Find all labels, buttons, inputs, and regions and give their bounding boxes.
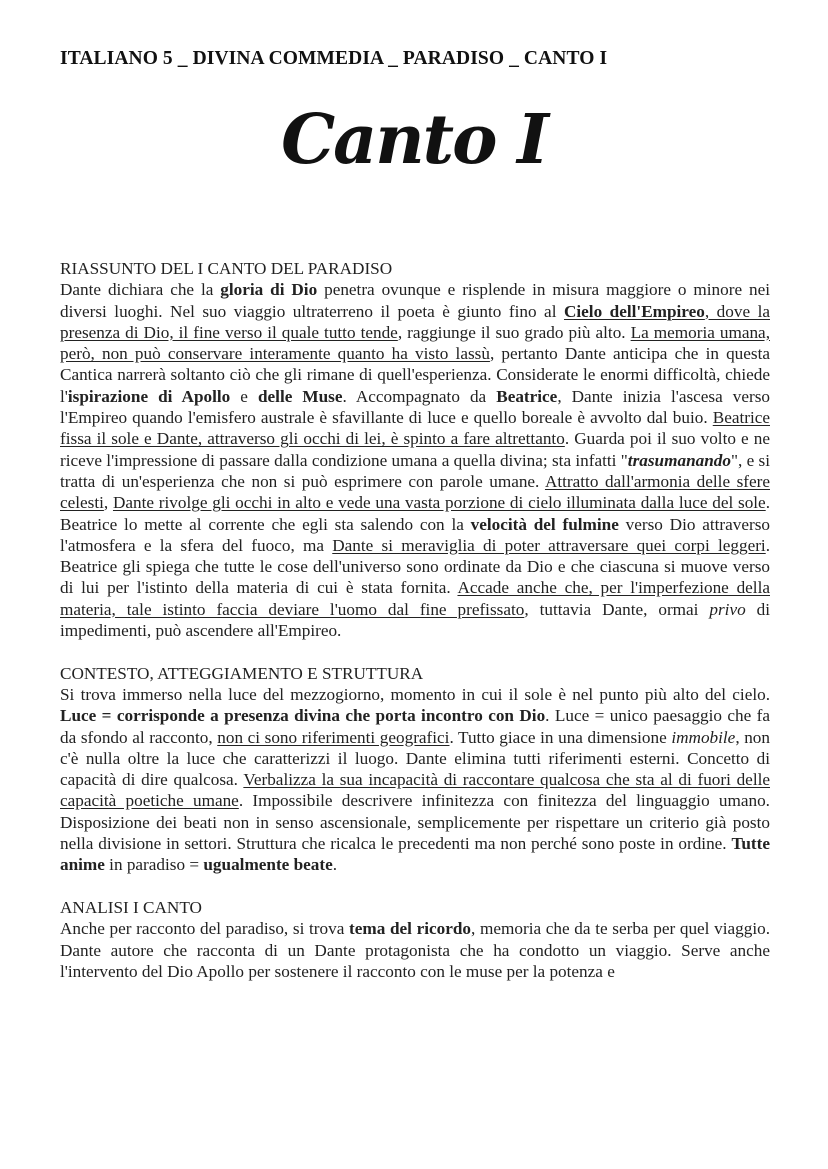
section-heading: RIASSUNTO DEL I CANTO DEL PARADISO: [60, 259, 393, 278]
text-run: , pertanto Dante anticipa che in questa Cantica narrerà soltanto ciò che gli rimane di quell'esperienza. Considerate le enormi difficoltà, chiede l': [60, 344, 770, 406]
document-header: ITALIANO 5 _ DIVINA COMMEDIA _ PARADISO _ CANTO I: [60, 48, 608, 69]
section-heading: ANALISI I CANTO: [60, 897, 202, 917]
emphasized-text: non ci sono riferimenti geografici: [217, 727, 450, 747]
text-run: e: [230, 386, 258, 406]
section-riassunto: [60, 258, 770, 641]
text-run: . Tutto giace in una dimensione: [449, 727, 672, 747]
text-run: , Dante inizia l'ascesa verso l'Empireo quando l'emisfero australe è sfavillante di luce e quello boreale è avvolto dal buio.: [60, 386, 770, 428]
emphasized-text: Beatrice: [496, 386, 558, 406]
emphasized-text: immobile: [671, 727, 736, 747]
section-paragraph: [60, 279, 770, 641]
text-run: ,: [103, 493, 113, 513]
emphasized-text: Luce = corrisponde a presenza divina che porta incontro con Dio: [60, 706, 546, 726]
emphasized-text: Dante si meraviglia di poter attraversare quei corpi leggeri: [332, 535, 766, 555]
emphasized-text: Dante rivolge gli occhi in alto e vede una vasta porzione di cielo illuminata dalla luce del sole: [112, 493, 766, 513]
emphasized-text: Verbalizza la sua incapacità di raccontare qualcosa che sta al di fuori delle capacità poetiche umane: [60, 770, 770, 811]
emphasized-text: velocità del fulmine: [470, 514, 619, 534]
emphasized-text: gloria di Dio: [220, 280, 318, 300]
emphasized-text: delle Muse: [257, 386, 343, 406]
emphasized-text: trasumanando: [627, 450, 731, 470]
section-heading: CONTESTO, ATTEGGIAMENTO E STRUTTURA: [60, 663, 424, 683]
emphasized-text: Cielo dell'Empireo: [563, 301, 705, 321]
text-run: .: [332, 855, 338, 875]
text-run: di impedimenti, può ascendere all'Empireo.: [60, 599, 770, 641]
text-run: Si trova immerso nella luce del mezzogiorno, momento in cui il sole è nel punto più alto del cielo.: [60, 684, 770, 704]
emphasized-text: ugualmente beate: [203, 855, 333, 875]
emphasized-text: privo: [709, 599, 746, 619]
text-run: ", e si tratta di un'esperienza che non si può esprimere con parole umane.: [60, 450, 771, 491]
section-paragraph: [60, 918, 770, 982]
text-run: . Luce = unico paesaggio che fa da sfondo al racconto,: [60, 706, 771, 747]
emphasized-text: Accade anche che, per l'imperfezione della materia, tale istinto faccia deviare l'uomo dal fine prefissato: [60, 578, 770, 619]
document-body: [60, 258, 770, 1003]
text-run: . Impossibile descrivere infinitezza con finitezza del linguaggio umano. Disposizione dei beati non in senso ascensionale, semplicemente per rispettare un criterio già posto nella divisione in settori. Struttura che ricalca le precedenti ma non perché sono poste in ordine.: [60, 791, 770, 854]
text-run: . Accompagnato da: [342, 386, 497, 406]
emphasized-text: ispirazione di Apollo: [67, 386, 231, 406]
text-run: verso Dio attraverso l'atmosfera e la sfera del fuoco, ma: [60, 514, 770, 555]
text-run: penetra ovunque e risplende in misura maggiore o minore nei diversi luoghi. Nel suo viaggio ultraterreno il poeta è giunto fino al: [60, 280, 770, 321]
text-run: . Beatrice gli spiega che tutte le cose dell'universo sono ordinate da Dio e che ciascuna si muove verso di lui per l'istinto della materia di cui è stata fornita.: [60, 535, 771, 598]
section-contesto: [60, 663, 770, 876]
emphasized-text: Tutte anime: [60, 834, 770, 875]
section-analisi: [60, 897, 770, 982]
text-run: , memoria che da te serba per quel viaggio. Dante autore che racconta di un Dante protagonista che ha condotto un viaggio. Serve anche l'intervento del Dio Apollo per sostenere il racconto con le muse per la potenza e: [60, 919, 770, 981]
text-run: . Beatrice lo mette al corrente che egli sta salendo con la: [60, 493, 770, 534]
emphasized-text: Beatrice fissa il sole e Dante, attraverso gli occhi di lei, è spinto a fare altrettanto: [60, 408, 770, 449]
section-paragraph: [60, 684, 770, 876]
text-run: , raggiunge il suo grado più alto.: [397, 322, 631, 342]
emphasized-text: Attratto dall'armonia delle sfere celesti: [60, 471, 770, 513]
emphasized-text: , dove la presenza di Dio, il fine verso il quale tutto tende: [60, 301, 770, 342]
text-run: Dante dichiara che la: [60, 280, 221, 300]
canto-title: Canto I: [281, 100, 547, 180]
text-run: , non c'è nulla oltre la luce che caratterizzi il luogo. Dante elimina tutti riferimenti esterni. Concetto di capacità di dire qualcosa.: [60, 727, 770, 790]
emphasized-text: tema del ricordo: [349, 919, 472, 939]
text-run: . Guarda poi il suo volto e ne riceve l'impressione di passare dalla condizione umana a quella divina; sta infatti ": [60, 429, 770, 470]
emphasized-text: La memoria umana, però, non può conservare interamente quanto ha visto lassù: [60, 322, 770, 364]
text-run: in paradiso =: [104, 855, 204, 875]
text-run: Anche per racconto del paradiso, si trova: [60, 919, 350, 939]
text-run: , tuttavia Dante, ormai: [524, 599, 710, 619]
